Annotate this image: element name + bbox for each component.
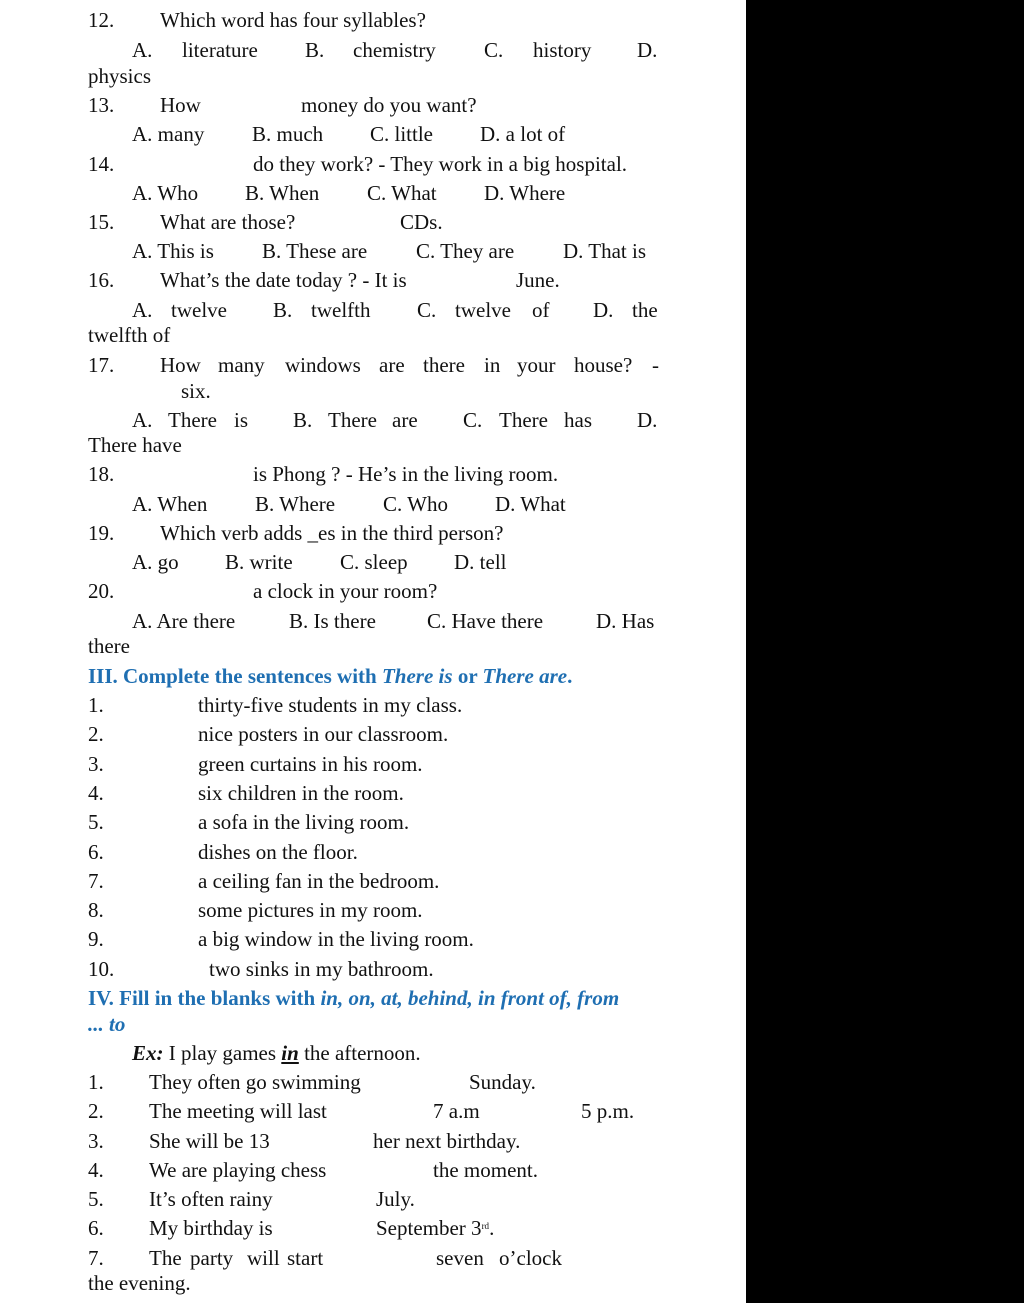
q19-stem: Which verb adds _es in the third person? [160, 521, 504, 545]
q18-option-c: C. Who [383, 492, 448, 516]
q16-stem-end: June. [516, 268, 560, 292]
q19-number: 19. [88, 521, 115, 545]
q17-word: - [652, 353, 659, 377]
q17-option-c-text-2: has [564, 408, 592, 432]
s4-item-text: The meeting will last [149, 1099, 327, 1123]
s3-item-text: nice posters in our classroom. [198, 722, 449, 746]
q20-option-a: A. Are there [132, 609, 236, 633]
q13-stem-start: How [160, 93, 201, 117]
s3-item-number: 6. [88, 840, 104, 864]
s4-item-text-end: the moment. [433, 1158, 538, 1182]
s3-item-text: some pictures in my room. [198, 898, 423, 922]
q17-option-c-label: C. [463, 408, 483, 432]
s4-item-word: party [190, 1246, 234, 1270]
q16-option-d-text: the [632, 298, 658, 322]
q16-option-b-text: twelfth [311, 298, 371, 322]
q17-word: windows [285, 353, 361, 377]
s3-item-number: 9. [88, 927, 104, 951]
q16-option-a-text: twelve [171, 298, 227, 322]
s4-item-number: 2. [88, 1099, 104, 1123]
q13-option-c: C. little [370, 122, 433, 146]
s4-item-text-end: July. [376, 1187, 415, 1211]
q16-option-b-label: B. [273, 298, 293, 322]
s4-item-text-end: her next birthday. [373, 1129, 521, 1153]
q16-option-a-label: A. [132, 298, 153, 322]
s4-item-word: The [149, 1246, 182, 1270]
s4-item-text: It’s often rainy [149, 1187, 273, 1211]
q17-word: in [484, 353, 501, 377]
section-4-heading: IV. Fill in the blanks with in, on, at, behind, in front of, from [88, 986, 620, 1010]
q15-option-b: B. These are [262, 239, 368, 263]
q16-option-d-wrap: twelfth of [88, 323, 171, 347]
q18-option-a: A. When [132, 492, 208, 516]
q17-word: are [379, 353, 405, 377]
q12-stem: Which word has four syllables? [160, 8, 426, 32]
s3-item-text: thirty-five students in my class. [198, 693, 463, 717]
q13-option-d: D. a lot of [480, 122, 566, 146]
s3-item-text: green curtains in his room. [198, 752, 423, 776]
q16-number: 16. [88, 268, 115, 292]
s3-item-number: 8. [88, 898, 104, 922]
s4-item-text-end: 5 p.m. [581, 1099, 635, 1123]
q14-option-d: D. Where [484, 181, 566, 205]
q13-number: 13. [88, 93, 115, 117]
section-3-heading: III. Complete the sentences with There is or There are. [88, 664, 573, 688]
q12-number: 12. [88, 8, 115, 32]
section-4-example: Ex: I play games in the afternoon. [132, 1041, 421, 1065]
s4-item-number: 4. [88, 1158, 104, 1182]
q17-option-d-label: D. [637, 408, 658, 432]
q20-option-b: B. Is there [289, 609, 376, 633]
s4-item-number: 5. [88, 1187, 104, 1211]
s4-item-text: We are playing chess [149, 1158, 327, 1182]
s4-item-text-mid: 7 a.m [433, 1099, 480, 1123]
q12-option-b-text: chemistry [353, 38, 436, 62]
q14-number: 14. [88, 152, 115, 176]
q16-stem-start: What’s the date today ? - It is [160, 268, 407, 292]
q12-option-d-text: physics [88, 64, 151, 88]
s4-item-number: 6. [88, 1216, 104, 1240]
q17-option-a-label: A. [132, 408, 153, 432]
q16-option-c-text: twelve [455, 298, 511, 322]
q18-option-b: B. Where [255, 492, 336, 516]
s4-item-number: 7. [88, 1246, 104, 1270]
s3-item-number: 7. [88, 869, 104, 893]
s4-item-word: seven [436, 1246, 484, 1270]
q20-number: 20. [88, 579, 115, 603]
q12-option-c-text: history [533, 38, 592, 62]
q17-word: How [160, 353, 201, 377]
q17-word: many [218, 353, 265, 377]
s3-item-text: dishes on the floor. [198, 840, 358, 864]
q17-option-b-text: There [328, 408, 377, 432]
q17-option-c-text: There [499, 408, 548, 432]
s3-item-text: a ceiling fan in the bedroom. [198, 869, 440, 893]
q17-option-a-text: There [168, 408, 217, 432]
q17-word: your [517, 353, 556, 377]
q18-number: 18. [88, 462, 115, 486]
q17-option-b-label: B. [293, 408, 313, 432]
section-4-heading-wrap: ... to [88, 1012, 126, 1036]
q19-option-b: B. write [225, 550, 293, 574]
q15-number: 15. [88, 210, 115, 234]
q17-word: house? [574, 353, 633, 377]
s3-item-number: 5. [88, 810, 104, 834]
q20-stem: a clock in your room? [253, 579, 438, 603]
s4-item-text-end: Sunday. [469, 1070, 536, 1094]
s3-item-number: 4. [88, 781, 104, 805]
s4-item-text: She will be 13 [149, 1129, 270, 1153]
black-margin-band [746, 0, 1024, 1303]
s3-item-text: six children in the room. [198, 781, 404, 805]
q19-option-a: A. go [132, 550, 179, 574]
q17-stem-line2: six. [181, 379, 211, 403]
s3-item-number: 2. [88, 722, 104, 746]
q15-option-d: D. That is [563, 239, 647, 263]
q14-option-b: B. When [245, 181, 320, 205]
q12-option-c-label: C. [484, 38, 504, 62]
q13-option-b: B. much [252, 122, 324, 146]
q20-option-d: D. Has [596, 609, 655, 633]
s4-item-word: o’clock [499, 1246, 562, 1270]
s3-item-text: a big window in the living room. [198, 927, 474, 951]
q14-stem: do they work? - They work in a big hospital. [253, 152, 628, 176]
s3-item-text: a sofa in the living room. [198, 810, 410, 834]
q15-option-c: C. They are [416, 239, 515, 263]
s4-item-text: They often go swimming [149, 1070, 361, 1094]
q20-option-d-wrap: there [88, 634, 130, 658]
q14-option-c: C. What [367, 181, 437, 205]
s4-item-text-wrap: the evening. [88, 1271, 191, 1295]
s3-item-number: 3. [88, 752, 104, 776]
s4-item-word: start [287, 1246, 324, 1270]
s4-item-word: will [247, 1246, 280, 1270]
q18-option-d: D. What [495, 492, 566, 516]
s4-item-number: 3. [88, 1129, 104, 1153]
q12-option-a-label: A. [132, 38, 153, 62]
q12-option-b-label: B. [305, 38, 325, 62]
q20-option-c: C. Have there [427, 609, 544, 633]
q16-option-c-label: C. [417, 298, 437, 322]
q13-option-a: A. many [132, 122, 205, 146]
q13-stem-end: money do you want? [301, 93, 477, 117]
s3-item-number: 1. [88, 693, 104, 717]
q12-option-d-label: D. [637, 38, 658, 62]
q15-option-a: A. This is [132, 239, 214, 263]
q17-option-d-text: There have [88, 433, 182, 457]
q15-stem-end: CDs. [400, 210, 443, 234]
q17-option-a-text-2: is [234, 408, 249, 432]
s4-item-text-end: September 3rd. [376, 1216, 495, 1240]
q12-option-a-text: literature [182, 38, 258, 62]
s4-item-text: My birthday is [149, 1216, 273, 1240]
q16-option-d-label: D. [593, 298, 614, 322]
q17-number: 17. [88, 353, 115, 377]
q18-stem: is Phong ? - He’s in the living room. [253, 462, 559, 486]
q17-word: there [423, 353, 465, 377]
s3-item-text: two sinks in my bathroom. [209, 957, 434, 981]
q17-option-b-text-2: are [392, 408, 418, 432]
q19-option-c: C. sleep [340, 550, 408, 574]
s3-item-number: 10. [88, 957, 115, 981]
q14-option-a: A. Who [132, 181, 199, 205]
s4-item-number: 1. [88, 1070, 104, 1094]
q15-stem-start: What are those? [160, 210, 296, 234]
q19-option-d: D. tell [454, 550, 507, 574]
q16-option-c-text-2: of [532, 298, 550, 322]
